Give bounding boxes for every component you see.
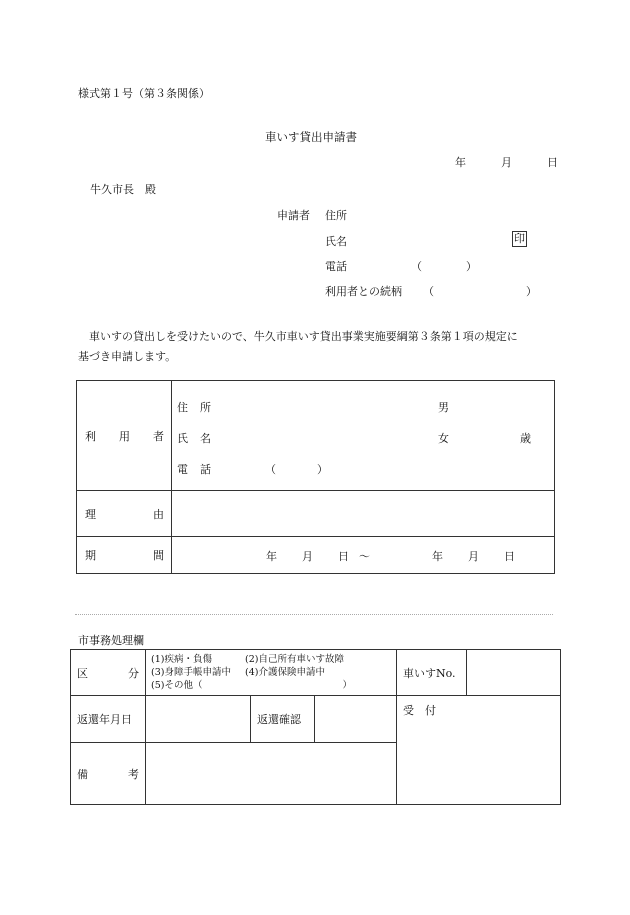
user-label-char2: 用 (119, 429, 130, 443)
category-option-own-wheelchair[interactable]: (2)自己所有車いす故障 (245, 654, 344, 665)
return-confirm-label: 返還確認 (257, 713, 301, 726)
document-title: 車いす貸出申請書 (265, 130, 357, 144)
applicant-address-label: 住所 (325, 209, 347, 222)
application-table (76, 380, 555, 574)
user-address-char1: 住 (177, 401, 188, 414)
form-number: 様式第１号（第３条関係） (78, 87, 210, 100)
relation-label: 利用者との続柄 (325, 285, 402, 298)
seal-label: 印 (514, 232, 525, 245)
reason-label-char1: 理 (85, 507, 96, 521)
remarks-label-cell (71, 743, 146, 805)
period-label-char1: 期 (85, 549, 96, 562)
phone-paren-open: （ (411, 260, 422, 273)
phone-paren-close: ） (466, 260, 477, 273)
period-label-cell (77, 537, 172, 574)
wheelchair-no-input-cell[interactable] (467, 650, 561, 696)
user-label-cell (77, 381, 172, 491)
applicant-phone-label: 電話 (325, 260, 347, 273)
category-option-other-close: ） (342, 680, 352, 691)
user-phone-label (177, 461, 211, 477)
remarks-input-cell[interactable] (146, 743, 397, 805)
period-to-year: 年 (432, 550, 443, 563)
return-date-label: 返還年月日 (77, 713, 132, 726)
remarks-label-char2: 考 (128, 767, 139, 781)
application-date (455, 154, 558, 170)
user-name-label (177, 430, 211, 446)
period-from-month: 月 (302, 550, 313, 563)
period-to-day: 日 (504, 550, 515, 563)
addressee: 牛久市長 殿 (90, 183, 156, 196)
remarks-label-char1: 備 (77, 767, 88, 781)
category-label-char1: 区 (77, 666, 88, 680)
period-from (266, 548, 370, 564)
period-from-day: 日 (338, 550, 349, 563)
category-option-illness[interactable]: (1)疾病・負傷 (151, 654, 212, 665)
category-label-char2: 分 (128, 666, 139, 680)
period-to (432, 548, 515, 564)
age-unit: 歳 (520, 432, 531, 445)
user-phone-paren-open: （ (265, 463, 276, 476)
wheelchair-no-label-cell (397, 650, 467, 696)
request-statement-line1: 車いすの貸出しを受けたいので、牛久市車いす貸出事業実施要綱第３条第１項の規定に (89, 330, 518, 343)
user-phone-char1: 電 (177, 463, 188, 476)
reason-input-cell[interactable] (172, 491, 555, 537)
category-option-disability-cert[interactable]: (3)身障手帳申請中 (151, 667, 231, 678)
category-option-care-insurance[interactable]: (4)介護保険申請中 (245, 667, 325, 678)
seal-mark (512, 231, 527, 247)
office-table (70, 649, 561, 805)
date-year-label: 年 (455, 156, 466, 169)
request-statement (78, 327, 518, 367)
user-name-char2: 名 (200, 432, 211, 445)
user-label-char1: 利 (85, 429, 96, 443)
user-info-cell[interactable] (172, 381, 555, 491)
office-section-title: 市事務処理欄 (78, 634, 144, 647)
applicant-name-label: 氏名 (325, 235, 347, 248)
period-tilde: ～ (359, 550, 370, 563)
period-to-month: 月 (468, 550, 479, 563)
applicant-label: 申請者 (277, 209, 310, 222)
user-phone-paren-close: ） (317, 463, 328, 476)
user-label-char3: 者 (153, 429, 164, 443)
user-address-char2: 所 (200, 401, 211, 414)
period-input-cell[interactable] (172, 537, 555, 574)
user-phone-char2: 話 (200, 463, 211, 476)
gender-female[interactable]: 女 (438, 432, 449, 445)
reception-cell[interactable] (397, 696, 561, 805)
reception-label: 受 付 (403, 704, 436, 717)
return-confirm-input-cell[interactable] (315, 696, 397, 743)
category-label-cell (71, 650, 146, 696)
date-month-label: 月 (501, 156, 512, 169)
section-divider (75, 614, 553, 615)
period-from-year: 年 (266, 550, 277, 563)
relation-paren-close: ） (526, 285, 537, 298)
period-label-char2: 間 (153, 549, 164, 562)
gender-male[interactable]: 男 (438, 401, 449, 414)
date-day-label: 日 (547, 156, 558, 169)
reason-label-cell (77, 491, 172, 537)
category-option-other[interactable]: (5)その他（ (151, 680, 203, 691)
return-confirm-label-cell (251, 696, 315, 743)
relation-paren-open: （ (423, 285, 434, 298)
user-address-label (177, 399, 211, 415)
return-date-input-cell[interactable] (146, 696, 251, 743)
request-statement-line2: 基づき申請します。 (78, 350, 177, 363)
category-options-cell[interactable] (146, 650, 397, 696)
user-name-char1: 氏 (177, 432, 188, 445)
return-date-label-cell (71, 696, 146, 743)
wheelchair-no-label: 車いすNo. (403, 666, 456, 680)
reason-label-char2: 由 (153, 507, 164, 521)
